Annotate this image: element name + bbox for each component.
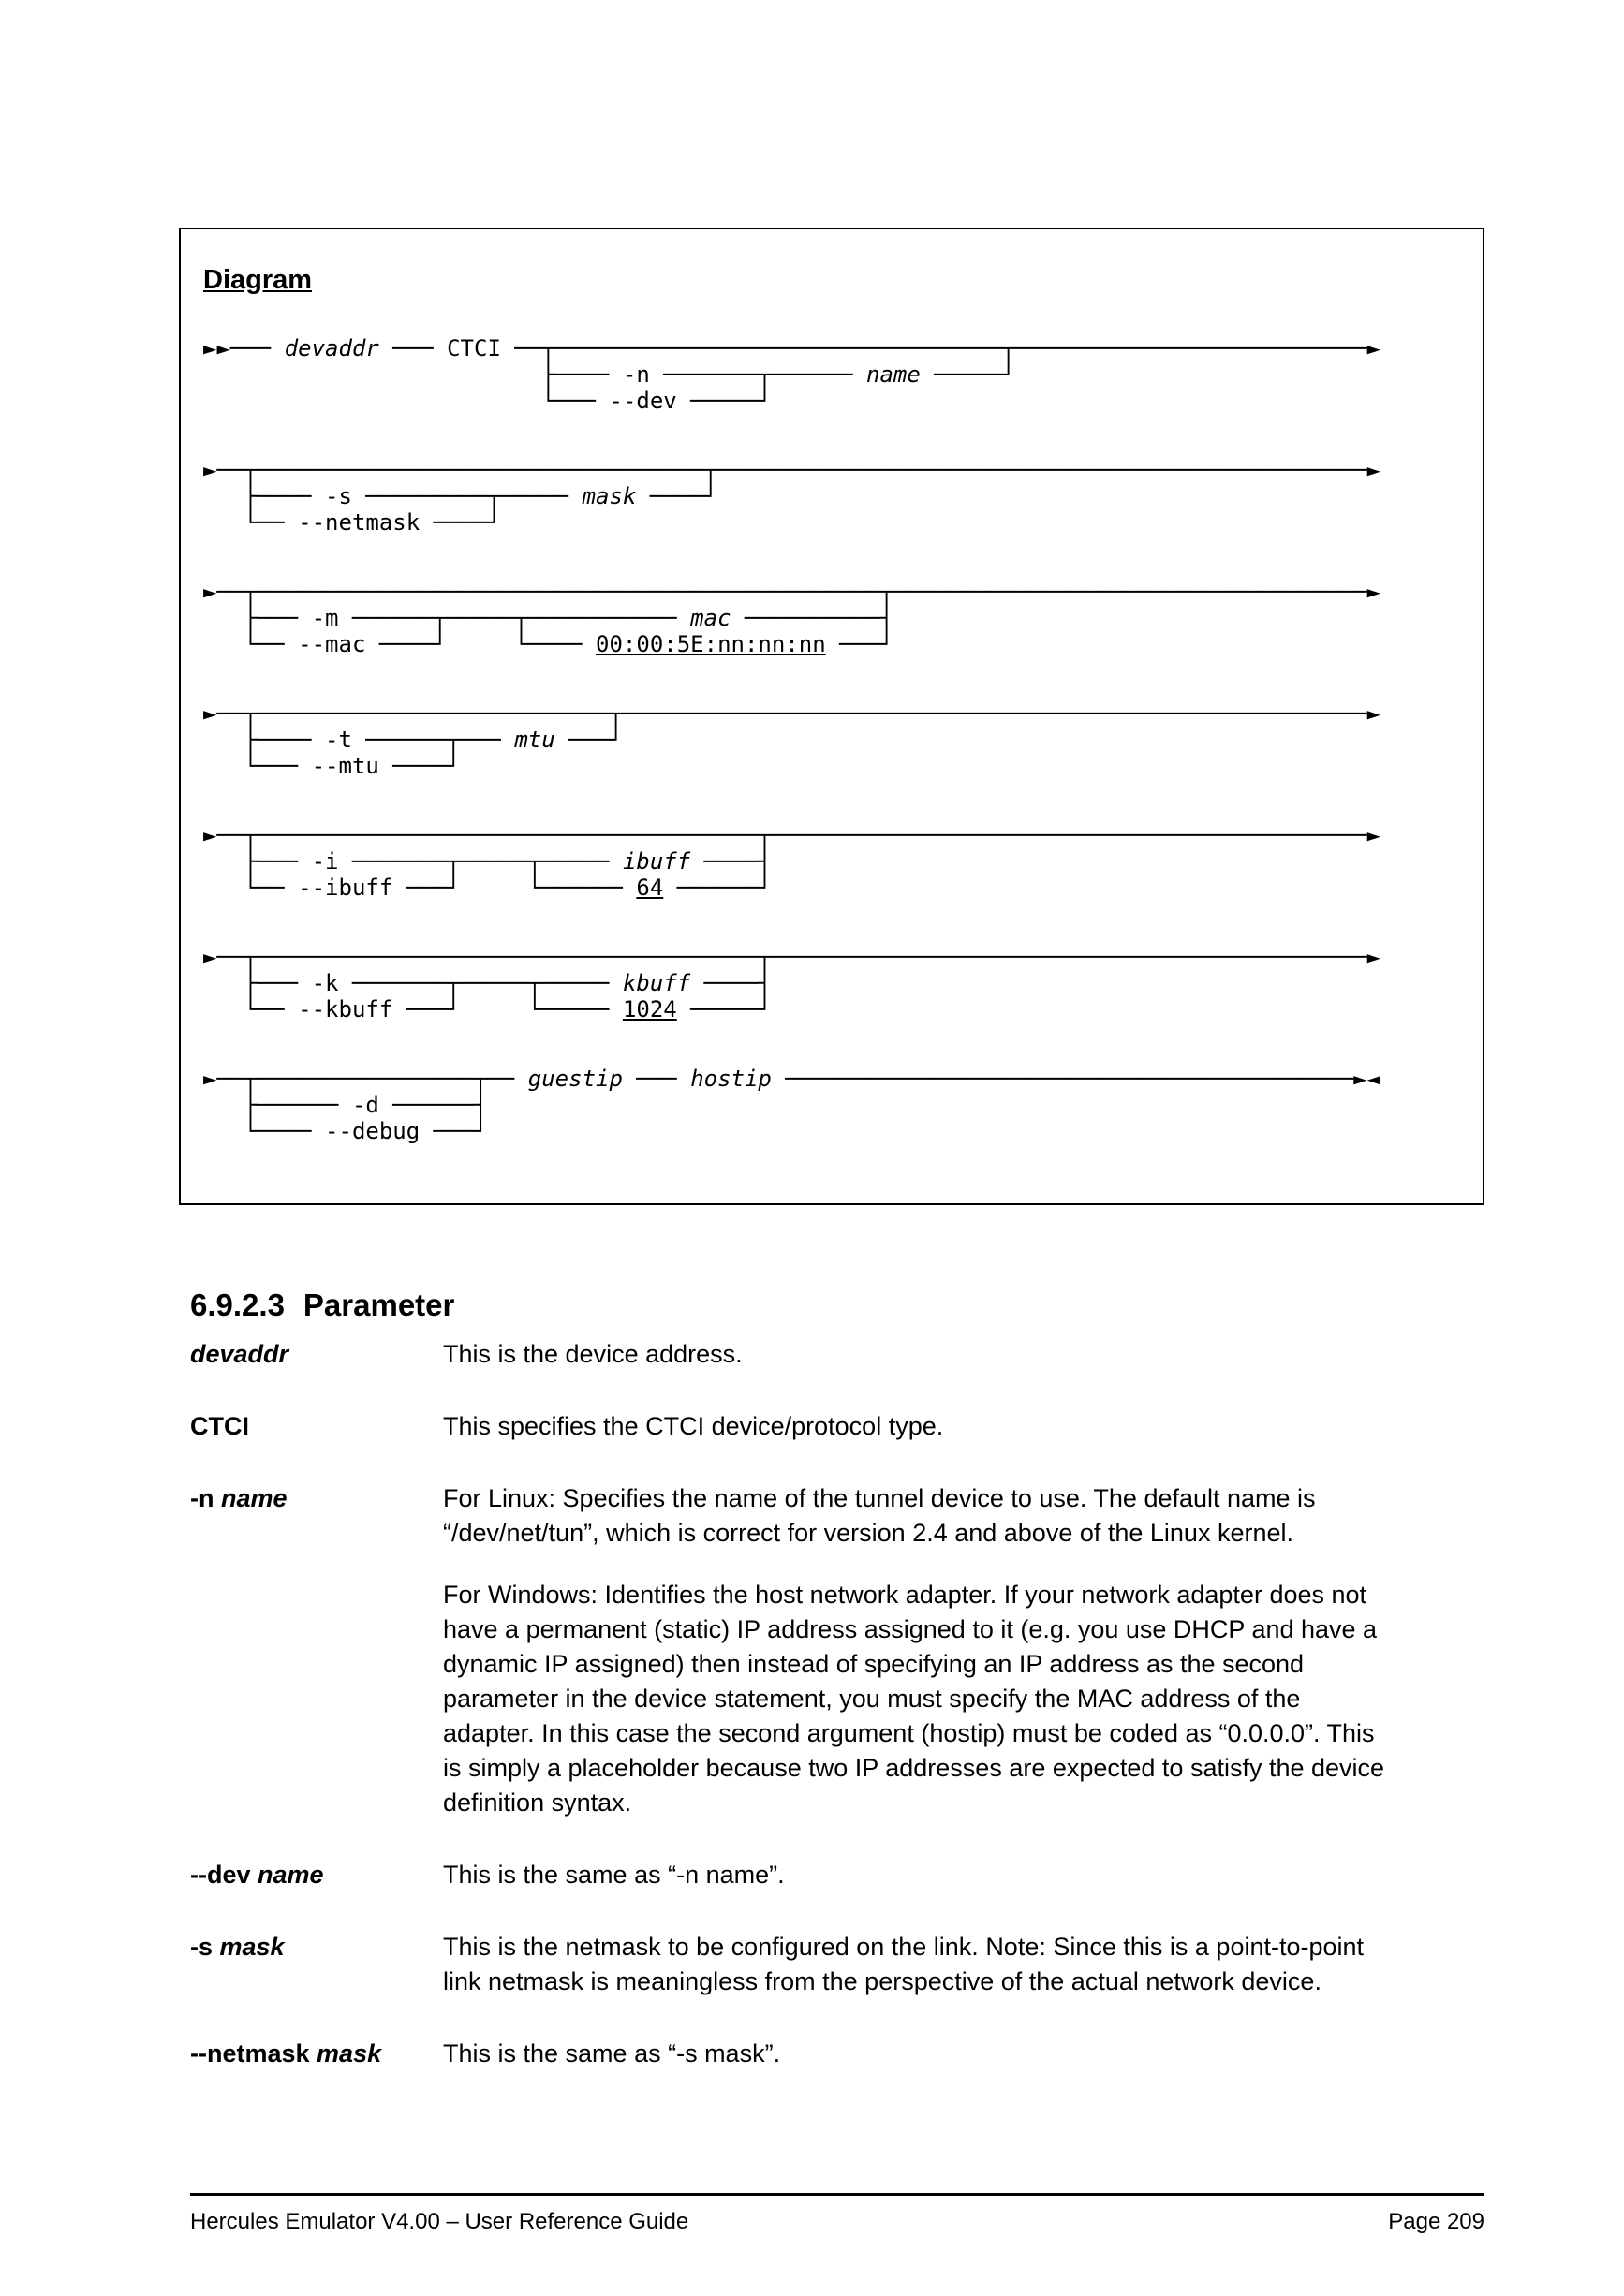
- syntax-text: ├─── -i ───────┬─────┬─────: [203, 848, 623, 876]
- parameter-operand: name: [258, 1861, 324, 1889]
- syntax-text: ────┤: [690, 970, 772, 997]
- footer-page-number: Page 209: [1388, 2209, 1484, 2234]
- syntax-default-value: 1024: [622, 996, 677, 1023]
- section-heading: [190, 1287, 454, 1324]
- syntax-text: ►►───: [203, 335, 285, 362]
- parameter-keyword: CTCI: [190, 1412, 249, 1440]
- syntax-text: ►──┬──────────────────────────┬───────────────────────────────────────────────────────►: [203, 700, 1381, 728]
- parameter-row: [190, 1858, 1445, 1892]
- syntax-rail-row: [203, 605, 1483, 631]
- syntax-text: └── --ibuff ───┘ └──────: [203, 875, 637, 902]
- parameter-description: [443, 1409, 1389, 1444]
- parameter-keyword: --netmask: [190, 2039, 317, 2068]
- syntax-text: ├──── -t ──────┬───: [203, 727, 515, 754]
- syntax-rail-row: [203, 822, 1483, 848]
- syntax-text: ►──┬─────────────────────────────────┬────────────────────────────────────────────────►: [203, 457, 1381, 484]
- parameter-operand: mask: [219, 1933, 285, 1961]
- syntax-text: └──── --debug ───┘: [203, 1118, 488, 1145]
- syntax-text: └── --kbuff ───┘ └─────: [203, 996, 623, 1023]
- parameter-term: [190, 1930, 443, 1965]
- parameter-term: [190, 1409, 443, 1444]
- parameter-row: [190, 1409, 1445, 1444]
- section-number: 6.9.2.3: [190, 1288, 285, 1322]
- diagram-box: [179, 228, 1484, 1205]
- syntax-text: ──────────────────────────────────────────►◄: [771, 1066, 1381, 1093]
- syntax-text: ├──── -n ───────┬──────: [203, 361, 867, 389]
- syntax-rail-row: [203, 848, 1483, 875]
- parameter-paragraph: This specifies the CTCI device/protocol type.: [443, 1412, 944, 1440]
- syntax-operand: devaddr: [284, 335, 379, 362]
- parameter-operand: devaddr: [190, 1340, 289, 1368]
- parameter-term: [190, 2037, 443, 2071]
- syntax-text: ├─── -k ───────┬─────┬─────: [203, 970, 623, 997]
- syntax-text: ─────┘: [920, 361, 1015, 389]
- syntax-operand: hostip: [690, 1066, 772, 1093]
- parameter-description: [443, 2037, 1389, 2071]
- syntax-text: └── --mac ────┘ └────: [203, 631, 597, 658]
- syntax-rail-row: [203, 361, 1483, 388]
- syntax-operand: mtu: [514, 727, 555, 754]
- syntax-text: ───┘: [825, 631, 893, 658]
- syntax-rail-row: [203, 944, 1483, 970]
- syntax-text: ──────┘: [663, 875, 772, 902]
- syntax-operand: mask: [582, 483, 637, 510]
- syntax-rail-row: [203, 700, 1483, 727]
- parameter-description: [443, 1337, 1389, 1372]
- parameter-list: [190, 1337, 1445, 2109]
- syntax-text: ├─── -m ──────┬─────┬───────────: [203, 605, 691, 632]
- syntax-text: ───┘: [554, 727, 623, 754]
- syntax-text: ├──── -s ─────────┬─────: [203, 483, 583, 510]
- parameter-paragraph: This is the same as “-s mask”.: [443, 2039, 781, 2068]
- syntax-rail-group: [203, 700, 1483, 779]
- parameter-row: [190, 1930, 1445, 1999]
- syntax-text: ►──┬──────────────────────────────────────────────┬───────────────────────────────────►: [203, 579, 1381, 606]
- syntax-text: ├────── -d ──────┤: [203, 1092, 488, 1119]
- syntax-diagram: [203, 335, 1483, 1144]
- parameter-row: [190, 1481, 1445, 1820]
- parameter-description: [443, 1930, 1389, 1999]
- syntax-rail-group: [203, 335, 1483, 414]
- syntax-text: └─── --dev ─────┘: [203, 388, 772, 415]
- syntax-rail-row: [203, 483, 1483, 509]
- syntax-rail-row: [203, 1092, 1483, 1118]
- syntax-text: ─── CTCI ──┬─────────────────────────────────┬──────────────────────────►: [378, 335, 1381, 362]
- syntax-operand: mac: [690, 605, 731, 632]
- footer-rule: [190, 2193, 1484, 2196]
- syntax-rail-row: [203, 388, 1483, 414]
- syntax-default-value: 64: [636, 875, 664, 902]
- syntax-operand: ibuff: [622, 848, 691, 876]
- parameter-row: [190, 2037, 1445, 2071]
- parameter-term: [190, 1858, 443, 1892]
- footer-title: Hercules Emulator V4.00 – User Reference Guide: [190, 2209, 689, 2234]
- diagram-heading: Diagram: [203, 265, 313, 295]
- parameter-paragraph: This is the device address.: [443, 1340, 743, 1368]
- syntax-text: ►──┬────────────────┬──: [203, 1066, 528, 1093]
- syntax-default-value: 00:00:5E:nn:nn:nn: [596, 631, 826, 658]
- syntax-text: ─────┘: [676, 996, 772, 1023]
- syntax-rail-group: [203, 457, 1483, 536]
- syntax-text: ───: [622, 1066, 691, 1093]
- syntax-rail-row: [203, 509, 1483, 536]
- syntax-rail-group: [203, 1066, 1483, 1144]
- parameter-term: [190, 1337, 443, 1372]
- parameter-paragraph: This is the netmask to be configured on the link. Note: Since this is a point-to-point link netmask is meaningless from the perspective of the actual network device.: [443, 1933, 1365, 1995]
- syntax-text: ──────────┤: [731, 605, 893, 632]
- parameter-term: [190, 1481, 443, 1516]
- parameter-keyword: -s: [190, 1933, 220, 1961]
- syntax-text: └── --netmask ────┘: [203, 509, 501, 537]
- syntax-rail-row: [203, 970, 1483, 996]
- syntax-rail-row: [203, 875, 1483, 901]
- parameter-paragraph: For Windows: Identifies the host network adapter. If your network adapter does not have a permanent (static) IP address assigned to it (e.g. you use DHCP and have a dynamic IP assigned) then instead of specifying an IP address as the second parameter in the device statement, you must specify the MAC address of the adapter. In this case the second argument (hostip) must be coded as “0.0.0.0”. This is simply a placeholder because two IP addresses are expected to satisfy the device definition syntax.: [443, 1581, 1385, 1817]
- footer: [190, 2207, 1484, 2236]
- syntax-operand: kbuff: [622, 970, 691, 997]
- syntax-rail-row: [203, 1066, 1483, 1092]
- syntax-rail-row: [203, 579, 1483, 605]
- syntax-text: ►──┬─────────────────────────────────────┬────────────────────────────────────────────►: [203, 944, 1381, 971]
- syntax-operand: guestip: [527, 1066, 623, 1093]
- syntax-rail-group: [203, 579, 1483, 657]
- syntax-rail-row: [203, 457, 1483, 483]
- syntax-text: ────┤: [690, 848, 772, 876]
- parameter-operand: name: [221, 1484, 288, 1512]
- syntax-text: ►──┬─────────────────────────────────────┬────────────────────────────────────────────►: [203, 822, 1381, 849]
- parameter-row: [190, 1337, 1445, 1372]
- parameter-keyword: --dev: [190, 1861, 258, 1889]
- syntax-rail-row: [203, 1118, 1483, 1144]
- syntax-rail-row: [203, 996, 1483, 1023]
- parameter-paragraph: This is the same as “-n name”.: [443, 1861, 785, 1889]
- syntax-text: ────┘: [636, 483, 718, 510]
- parameter-description: [443, 1481, 1389, 1820]
- syntax-operand: name: [866, 361, 921, 389]
- syntax-rail-row: [203, 335, 1483, 361]
- syntax-rail-group: [203, 822, 1483, 901]
- syntax-rail-group: [203, 944, 1483, 1023]
- section-title: Parameter: [303, 1288, 455, 1322]
- parameter-description: [443, 1858, 1389, 1892]
- syntax-text: └─── --mtu ────┘: [203, 753, 461, 780]
- parameter-operand: mask: [317, 2039, 382, 2068]
- syntax-rail-row: [203, 631, 1483, 657]
- syntax-rail-row: [203, 753, 1483, 779]
- parameter-keyword: -n: [190, 1484, 221, 1512]
- parameter-paragraph: For Linux: Specifies the name of the tunnel device to use. The default name is “/dev/net/tun”, which is correct for version 2.4 and above of the Linux kernel.: [443, 1484, 1316, 1547]
- syntax-rail-row: [203, 727, 1483, 753]
